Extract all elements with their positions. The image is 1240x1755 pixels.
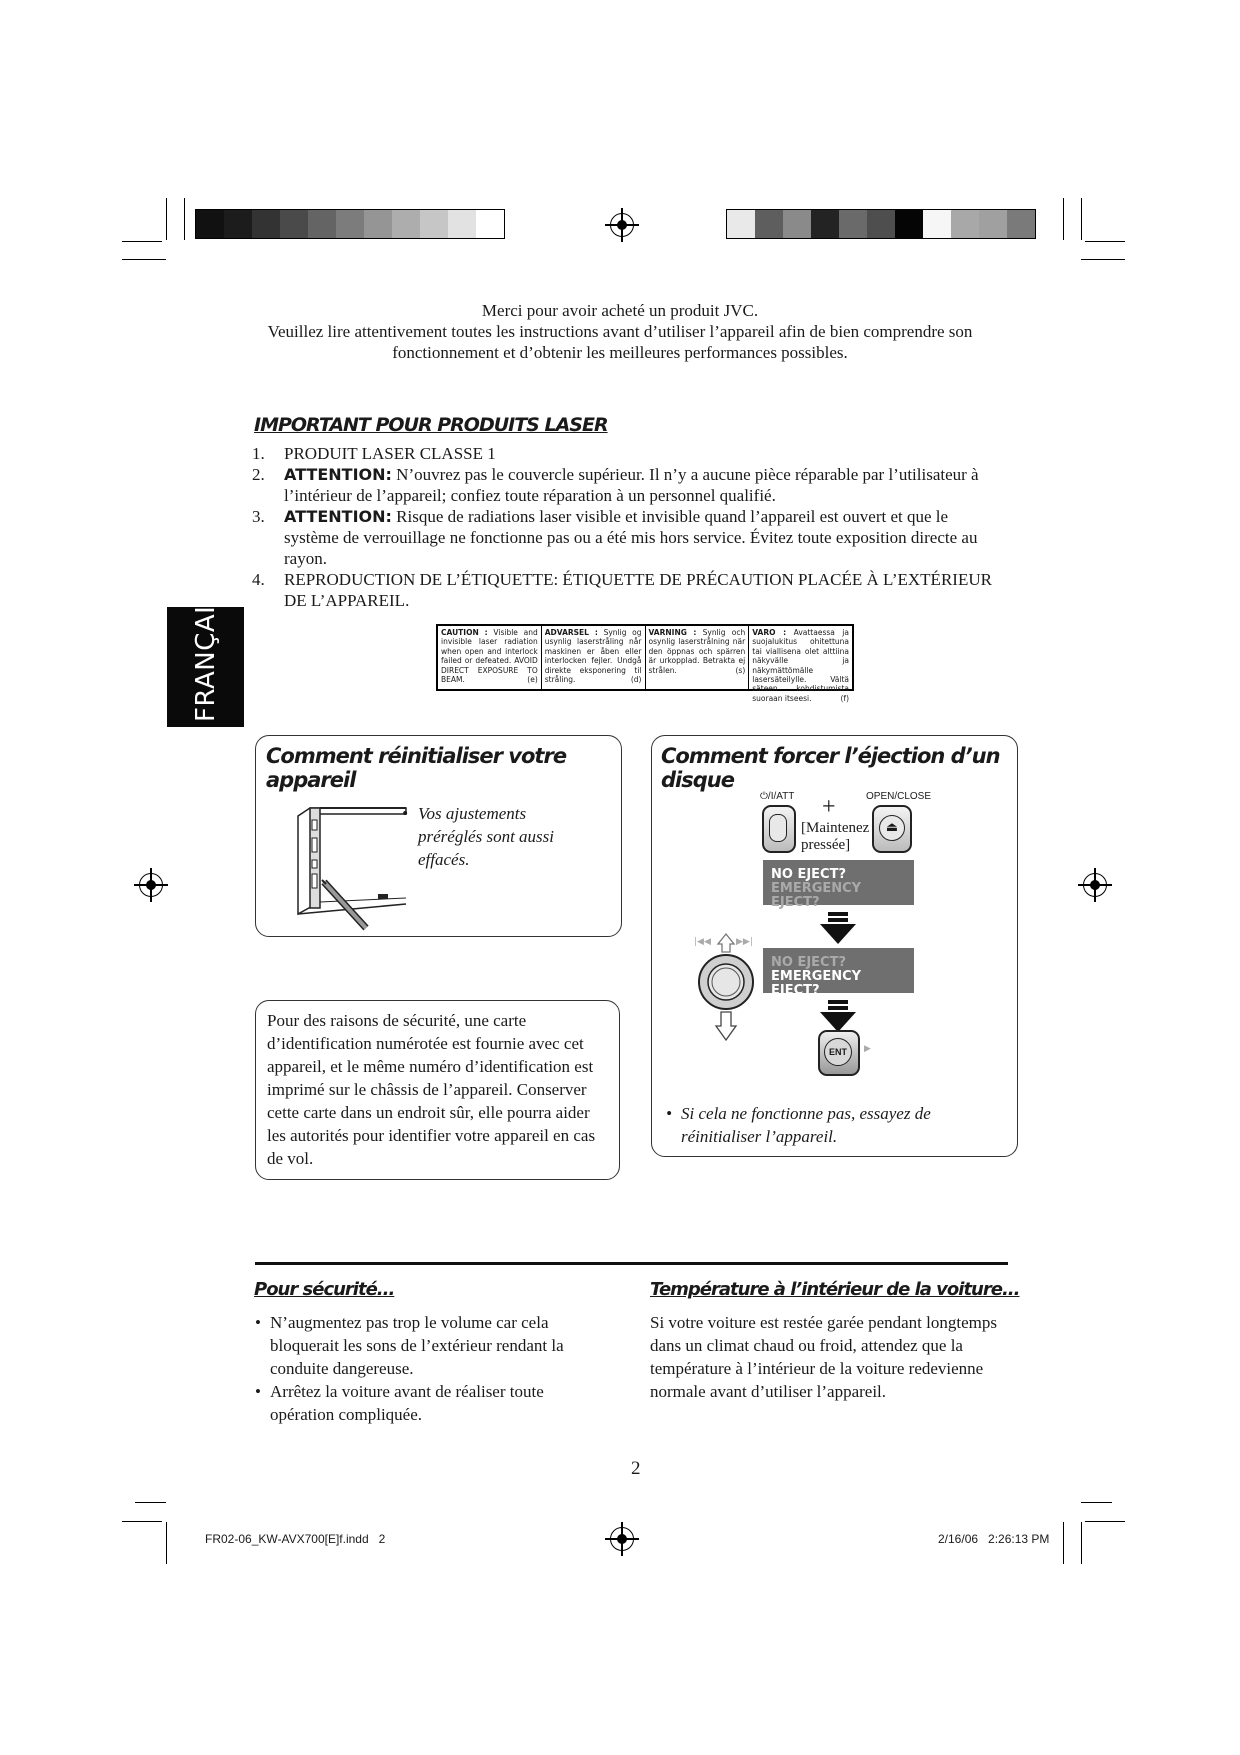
section-divider xyxy=(255,1262,1008,1265)
list-item: 1. PRODUIT LASER CLASSE 1 xyxy=(252,444,496,463)
color-swatch xyxy=(392,210,420,238)
svg-text:▶▶|: ▶▶| xyxy=(736,937,753,947)
temperature-title: Température à l’intérieur de la voiture... xyxy=(650,1279,1020,1300)
crop-mark xyxy=(1085,1521,1125,1522)
intro-text xyxy=(220,300,1020,363)
laser-list xyxy=(252,443,1002,611)
language-tab-label: FRANÇAIS xyxy=(191,588,221,722)
crop-mark xyxy=(1085,241,1125,242)
eject-title: Comment forcer l’éjection d’un disque xyxy=(661,744,1000,792)
temperature-text: Si votre voiture est restée garée pendant longtemps dans un climat chaud ou froid, attendez que la température à l’intérieur de la voiture redevienne normale avant d’utiliser l’appareil. xyxy=(650,1313,997,1401)
svg-text:|◀◀: |◀◀ xyxy=(694,937,711,947)
list-item: 3. ATTENTION: Risque de radiations laser visible et invisible quand l’appareil est ouvert et que le système de verrouillage ne fonctionne pas ou a été mis hors service. Évitez toute exposition directe au rayon. xyxy=(252,507,978,568)
laser-section-title: IMPORTANT POUR PRODUITS LASER xyxy=(254,414,608,436)
lcd-2-line-2: EMERGENCY EJECT? xyxy=(771,969,862,998)
color-swatch xyxy=(420,210,448,238)
eject-icon: ⏏ xyxy=(879,815,905,841)
lcd-display-2 xyxy=(763,948,914,998)
crop-mark xyxy=(1081,259,1125,260)
crop-mark xyxy=(135,1502,166,1503)
color-swatch xyxy=(727,210,755,238)
lcd-display-1 xyxy=(763,860,914,910)
color-swatch xyxy=(923,210,951,238)
color-calibration-bar-left xyxy=(195,209,505,239)
open-close-button[interactable] xyxy=(872,805,912,853)
list-item: • Arrêtez la voiture avant de réaliser toute opération compliquée. xyxy=(255,1382,544,1424)
color-swatch xyxy=(280,210,308,238)
ent-button-label: ENT xyxy=(824,1038,852,1066)
crop-mark xyxy=(122,241,162,242)
crop-mark xyxy=(166,1522,167,1564)
id-card-text: Pour des raisons de sécurité, une carte d’identification numérotée est fournie avec cet appareil, et le même numéro d’identification est imprimé sur le châssis de l’appareil. Conserver cette carte dans un endroit sûr, elle pourra aider les autorités pour identifier votre appareil en cas de vol. xyxy=(267,1011,596,1168)
open-close-button-label: OPEN/CLOSE xyxy=(866,791,932,802)
color-swatch xyxy=(755,210,783,238)
list-item: 4. REPRODUCTION DE L’ÉTIQUETTE: ÉTIQUETTE DE PRÉCAUTION PLACÉE À L’EXTÉRIEUR DE L’APPAREIL. xyxy=(252,570,992,610)
crop-mark xyxy=(1081,198,1082,240)
color-swatch xyxy=(252,210,280,238)
crop-mark xyxy=(1063,1522,1064,1564)
color-swatch xyxy=(196,210,224,238)
registration-mark-icon xyxy=(610,1527,634,1551)
intro-line-1: Merci pour avoir acheté un produit JVC. xyxy=(481,301,759,320)
press-indicator-icon: ▶ xyxy=(864,1044,871,1054)
registration-mark-icon xyxy=(139,873,163,897)
color-swatch xyxy=(979,210,1007,238)
list-item: • N’augmentez pas trop le volume car cela bloquerait les sons de l’extérieur rendant la conduite dangereuse. xyxy=(255,1313,564,1378)
color-swatch xyxy=(364,210,392,238)
reset-title: Comment réinitialiser votre appareil xyxy=(266,744,567,792)
reset-illustration xyxy=(296,794,406,930)
arrow-down-icon xyxy=(818,910,858,946)
lcd-1-line-1: NO EJECT? xyxy=(771,867,847,882)
crop-mark xyxy=(166,198,167,240)
lcd-1-line-2: EMERGENCY EJECT? xyxy=(771,881,862,910)
color-calibration-bar-right xyxy=(726,209,1036,239)
caution-label xyxy=(436,624,854,703)
crop-mark xyxy=(122,259,166,260)
color-swatch xyxy=(839,210,867,238)
crop-mark xyxy=(1063,198,1064,240)
reset-note: • Vos ajustements préréglés sont aussi effacés. xyxy=(402,804,554,869)
lcd-2-line-1: NO EJECT? xyxy=(771,955,847,970)
control-knob-icon[interactable] xyxy=(692,932,760,1044)
ent-button[interactable] xyxy=(818,1030,860,1076)
color-swatch xyxy=(867,210,895,238)
caution-label-cell: CAUTION : Visible and invisible laser radiation when open and interlock failed or defeated. AVOID DIRECT EXPOSURE TO BEAM. (e) xyxy=(438,626,542,689)
crop-mark xyxy=(1081,1502,1112,1503)
eject-box xyxy=(651,735,1018,1157)
list-item: 2. ATTENTION: N’ouvrez pas le couvercle supérieur. Il n’y a aucune pièce réparable par l’utilisateur à l’intérieur de l’appareil; confiez toute réparation à un personnel qualifié. xyxy=(252,465,979,505)
color-swatch xyxy=(895,210,923,238)
safety-list xyxy=(255,1311,605,1426)
language-tab xyxy=(167,588,244,727)
registration-mark-icon xyxy=(1083,873,1107,897)
page-number: 2 xyxy=(631,1458,641,1479)
color-swatch xyxy=(951,210,979,238)
caution-label-cell: VARNING : Synlig och osynlig laserstrålning när den öppnas och spärren är urkopplad. Betrakta ej strålen. (s) xyxy=(646,626,750,689)
footer-date: 2/16/06 2:26:13 PM xyxy=(938,1532,1050,1546)
registration-mark-icon xyxy=(610,213,634,237)
color-swatch xyxy=(811,210,839,238)
footer-file-name: FR02-06_KW-AVX700[E]f.indd 2 xyxy=(205,1532,386,1546)
crop-mark xyxy=(122,1521,162,1522)
color-swatch xyxy=(336,210,364,238)
color-swatch xyxy=(1007,210,1035,238)
hold-instruction: [Maintenez pressée] xyxy=(801,820,870,853)
caution-label-cell: VARO : Avattaessa ja suojalukitus ohitettuna tai viallisena olet alttiina näkyvälle ja näkymättömälle lasersäteilylle. Vältä säteen kohdistumista suoraan itseesi. (f) xyxy=(752,628,849,703)
plus-sign: + xyxy=(822,794,836,820)
att-button-label: ⏻/I/ATT xyxy=(760,791,795,802)
arrow-down-icon xyxy=(818,998,858,1034)
caution-label-cell: ADVARSEL : Synlig og usynlig laserstråling når maskinen er åben eller interlocken fejler. Undgå direkte eksponering til stråling. (d) xyxy=(542,626,646,689)
safety-title: Pour sécurité... xyxy=(254,1279,395,1300)
att-button[interactable] xyxy=(762,805,796,853)
crop-mark xyxy=(184,198,185,240)
reset-box xyxy=(255,735,622,937)
color-swatch xyxy=(783,210,811,238)
color-swatch xyxy=(224,210,252,238)
color-swatch xyxy=(308,210,336,238)
color-swatch xyxy=(476,210,504,238)
color-swatch xyxy=(448,210,476,238)
intro-line-2: Veuillez lire attentivement toutes les instructions avant d’utiliser l’appareil afin de bien comprendre son fonctionnement et d’obtenir les meilleures performances possibles. xyxy=(267,322,973,362)
crop-mark xyxy=(1081,1522,1082,1564)
id-card-box xyxy=(255,1000,620,1180)
eject-note: • Si cela ne fonctionne pas, essayez de réinitialiser l’appareil. xyxy=(666,1104,931,1146)
